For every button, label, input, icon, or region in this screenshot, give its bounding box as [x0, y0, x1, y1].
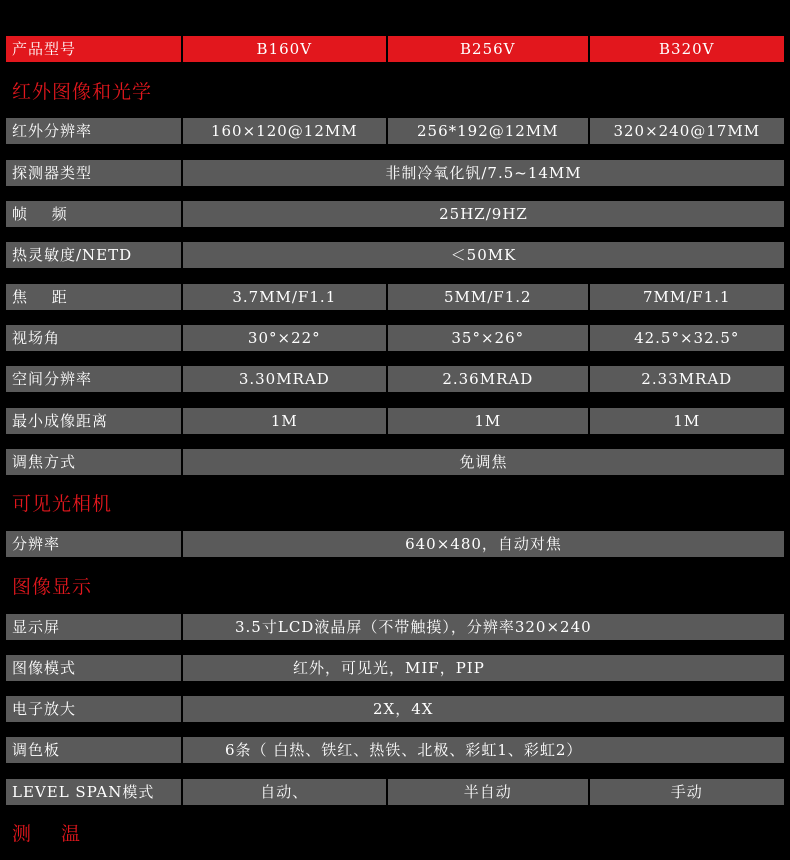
- table-row: [6, 779, 784, 805]
- row-label: 帧 频: [6, 201, 181, 227]
- row-value: ＜50MK: [183, 242, 784, 268]
- row-value: 160×120@12MM: [183, 118, 386, 144]
- table-row: [6, 118, 784, 144]
- row-label: 探测器类型: [6, 160, 181, 186]
- row-label: 空间分辨率: [6, 366, 181, 392]
- row-label: 显示屏: [6, 614, 181, 640]
- row-value: 1M: [183, 408, 386, 434]
- table-row: [6, 284, 784, 310]
- row-value: 半自动: [388, 779, 587, 805]
- row-label: LEVEL SPAN模式: [6, 779, 181, 805]
- row-value: 免调焦: [183, 449, 784, 475]
- row-label: 红外分辨率: [6, 118, 181, 144]
- table-row: [6, 614, 784, 640]
- row-value: 42.5°×32.5°: [590, 325, 784, 351]
- model-b160v: B160V: [183, 36, 386, 62]
- row-value: 5MM/F1.2: [388, 284, 587, 310]
- row-value: 35°×26°: [388, 325, 587, 351]
- table-row: [6, 325, 784, 351]
- section-title-display: 图像显示: [12, 576, 93, 598]
- section-title-visible: 可见光相机: [12, 493, 113, 515]
- row-value: 640×480，自动对焦: [183, 531, 784, 557]
- table-row: [6, 366, 784, 392]
- table-row: [6, 160, 784, 186]
- section-title-ir: 红外图像和光学: [12, 81, 153, 103]
- row-value: 手动: [590, 779, 784, 805]
- model-b320v: B320V: [590, 36, 784, 62]
- table-row: [6, 696, 784, 722]
- row-value: 2.33MRAD: [590, 366, 784, 392]
- row-label: 分辨率: [6, 531, 181, 557]
- table-row: [6, 655, 784, 681]
- table-row: [6, 737, 784, 763]
- table-row: [6, 449, 784, 475]
- row-value: 3.30MRAD: [183, 366, 386, 392]
- row-value: 7MM/F1.1: [590, 284, 784, 310]
- row-value: 3.7MM/F1.1: [183, 284, 386, 310]
- row-value: 30°×22°: [183, 325, 386, 351]
- table-row: [6, 408, 784, 434]
- row-value: 2.36MRAD: [388, 366, 587, 392]
- row-label: 焦 距: [6, 284, 181, 310]
- row-label: 最小成像距离: [6, 408, 181, 434]
- model-b256v: B256V: [388, 36, 587, 62]
- row-value: 3.5寸LCD液晶屏（不带触摸），分辨率320×240: [183, 614, 784, 640]
- row-label: 电子放大: [6, 696, 181, 722]
- row-value: 非制冷氧化钒/7.5~14MM: [183, 160, 784, 186]
- section-title-measure: 测 温: [12, 823, 93, 845]
- row-value: 自动、: [183, 779, 386, 805]
- row-label: 热灵敏度/NETD: [6, 242, 181, 268]
- row-label: 图像模式: [6, 655, 181, 681]
- row-label: 视场角: [6, 325, 181, 351]
- row-label: 调焦方式: [6, 449, 181, 475]
- row-value: 6条（ 白热、铁红、热铁、北极、彩虹1、彩虹2）: [183, 737, 784, 763]
- row-value: 1M: [388, 408, 587, 434]
- table-row: [6, 201, 784, 227]
- row-value: 320×240@17MM: [590, 118, 784, 144]
- row-value: 2X，4X: [183, 696, 784, 722]
- table-row: [6, 242, 784, 268]
- row-value: 1M: [590, 408, 784, 434]
- row-value: 25HZ/9HZ: [183, 201, 784, 227]
- table-row: [6, 531, 784, 557]
- table-header-row: [6, 36, 784, 62]
- row-value: 红外，可见光，MIF，PIP: [183, 655, 784, 681]
- row-label: 调色板: [6, 737, 181, 763]
- row-value: 256*192@12MM: [388, 118, 587, 144]
- header-label: 产品型号: [6, 36, 181, 62]
